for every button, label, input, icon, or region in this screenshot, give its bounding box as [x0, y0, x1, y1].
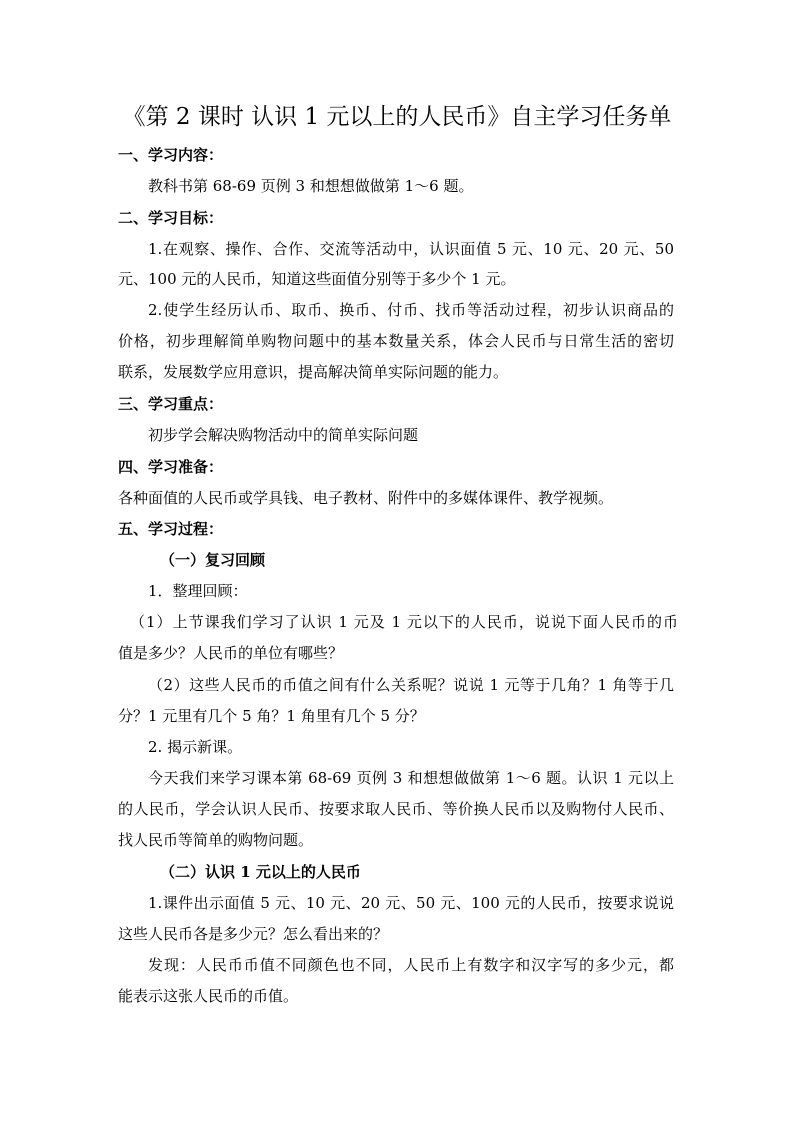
question-1-line-1: （1）上节课我们学习了认识 1 元及 1 元以下的人民币，说说下面人民币的币 — [130, 613, 678, 631]
content-text: 教科书第 68-69 页例 3 和想想做做第 1～6 题。 — [148, 177, 474, 195]
question-2-line-1: （2）这些人民币的币值之间有什么关系呢？说说 1 元等于几角？1 角等于几 — [148, 676, 674, 694]
subsection-review: （一）复习回顾 — [160, 551, 266, 569]
question-1-line-2: 值是多少？人民币的单位有哪些？ — [118, 644, 344, 662]
section-heading-key-points: 三、学习重点： — [118, 395, 224, 413]
preparation-text: 各种面值的人民币或学具钱、电子教材、附件中的多媒体课件、教学视频。 — [118, 489, 614, 507]
question-2-line-2: 分？1 元里有几个 5 角？1 角里有几个 5 分？ — [118, 707, 425, 725]
intro-line-3: 找人民币等简单的购物问题。 — [118, 831, 314, 849]
finding-line-2: 能表示这张人民币的币值。 — [118, 987, 299, 1005]
task-1-line-1: 1.课件出示面值 5 元、10 元、20 元、50 元、100 元的人民币，按要求说说 — [148, 894, 674, 912]
intro-line-1: 今天我们来学习课本第 68-69 页例 3 和想想做做第 1～6 题。认识 1 元以上 — [148, 769, 674, 787]
goal-1-line-2: 元、100 元的人民币，知道这些面值分别等于多少个 1 元。 — [118, 270, 516, 288]
page-title: 《第 2 课时 认识 1 元以上的人民币》自主学习任务单 — [122, 104, 672, 130]
goal-2-line-2: 价格，初步理解简单购物问题中的基本数量关系，体会人民币与日常生活的密切 — [118, 332, 674, 350]
goal-2-line-3: 联系，发展数学应用意识，提高解决简单实际问题的能力。 — [118, 363, 509, 381]
task-1-line-2: 这些人民币各是多少元？怎么看出来的？ — [118, 925, 389, 943]
section-heading-process: 五、学习过程： — [118, 520, 224, 538]
section-heading-content: 一、学习内容： — [118, 146, 224, 164]
section-heading-preparation: 四、学习准备： — [118, 458, 224, 476]
goal-1-line-1: 1.在观察、操作、合作、交流等活动中，认识面值 5 元、10 元、20 元、50 — [148, 240, 674, 258]
key-points-text: 初步学会解决购物活动中的简单实际问题 — [148, 426, 419, 444]
review-item-1: 1．整理回顾： — [148, 582, 248, 600]
review-item-2: 2. 揭示新课。 — [148, 738, 243, 756]
intro-line-2: 的人民币，学会认识人民币、按要求取人民币、等价换人民币以及购物付人民币、 — [118, 800, 674, 818]
finding-line-1: 发现：人民币币值不同颜色也不同，人民币上有数字和汉字写的多少元，都 — [148, 956, 674, 974]
goal-2-line-1: 2.使学生经历认币、取币、换币、付币、找币等活动过程，初步认识商品的 — [148, 301, 674, 319]
subsection-recognize: （二）认识 1 元以上的人民币 — [160, 863, 361, 881]
section-heading-goals: 二、学习目标： — [118, 209, 224, 227]
